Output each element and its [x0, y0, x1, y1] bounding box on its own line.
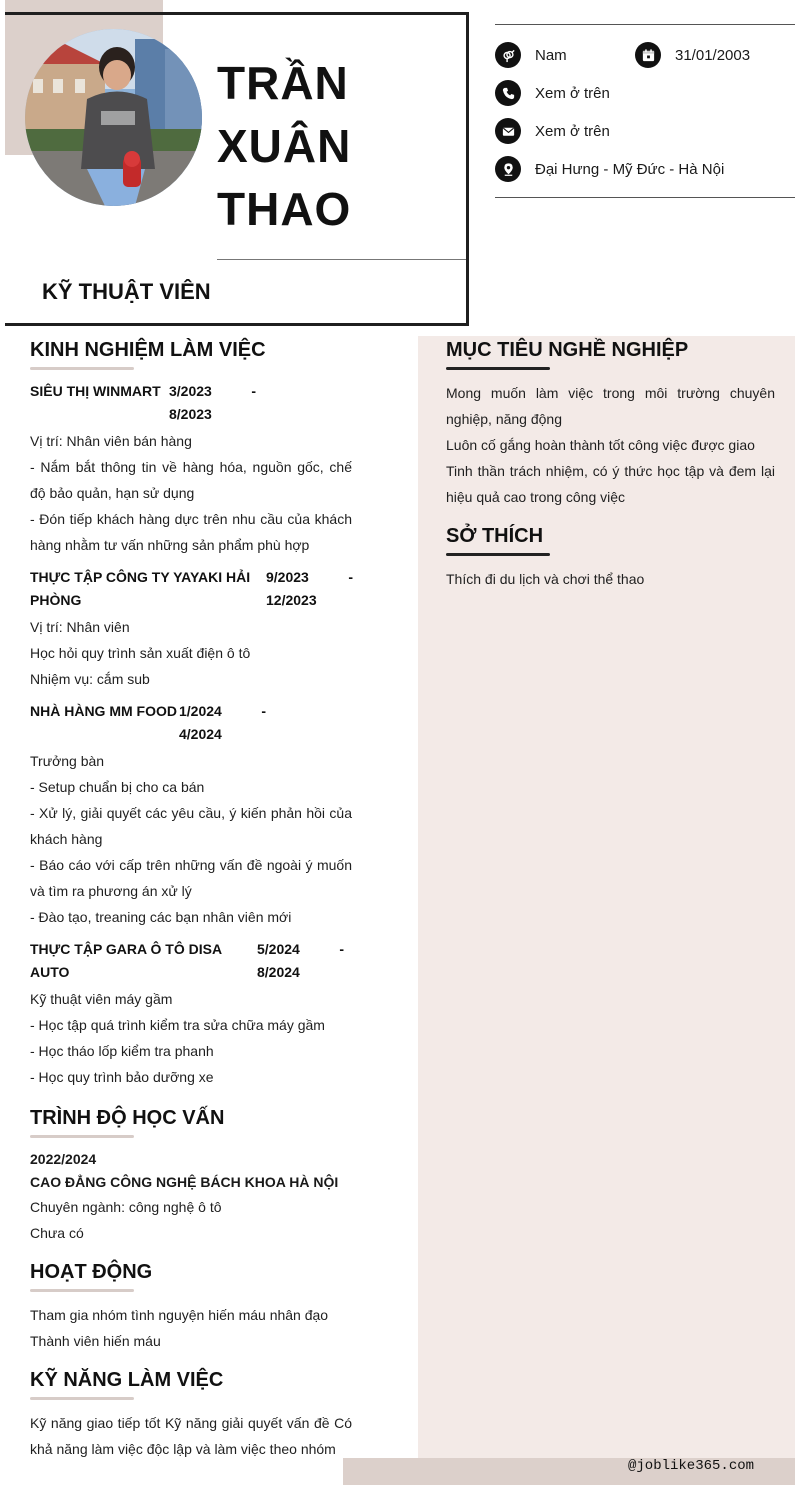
education-school: CAO ĐẲNG CÔNG NGHỆ BÁCH KHOA HÀ NỘI: [30, 1174, 339, 1190]
job-end: 4/2024: [179, 726, 222, 742]
contact-gender: [495, 42, 567, 68]
job-item: [30, 938, 352, 1090]
contact-block: [495, 24, 795, 198]
contact-phone-text: Xem ở trên: [535, 84, 610, 102]
job-title: KỸ THUẬT VIÊN: [42, 279, 211, 304]
contact-birthday-text: 31/01/2003: [675, 46, 751, 64]
job-line: - Báo cáo với cấp trên những vấn đề ngoài ý muốn và tìm ra phương án xử lý: [30, 857, 352, 899]
job-line: Kỹ thuật viên máy gầm: [30, 991, 173, 1007]
section-underline: [30, 1135, 134, 1138]
job-end: 8/2023: [169, 406, 212, 422]
email-icon: [495, 118, 521, 144]
job-line: Vị trí: Nhân viên bán hàng: [30, 433, 192, 449]
job-line: - Đón tiếp khách hàng dực trên nhu cầu của khách hàng nhằm tư vấn những sản phẩm phù hợp: [30, 511, 352, 553]
job-start: 9/2023: [266, 569, 309, 585]
education-title: TRÌNH ĐỘ HỌC VẤN: [30, 1107, 225, 1129]
hobbies-title: SỞ THÍCH: [446, 525, 544, 547]
job-line: Vị trí: Nhân viên: [30, 619, 130, 635]
job-company: NHÀ HÀNG MM FOOD: [30, 703, 177, 719]
job-company: SIÊU THỊ WINMART: [30, 383, 161, 399]
education-major: Chuyên ngành: công nghệ ô tô: [30, 1199, 222, 1215]
job-dates: [169, 380, 256, 426]
right-column: [446, 336, 775, 592]
phone-icon: [495, 80, 521, 106]
contact-birthday: [635, 42, 750, 68]
job-start: 3/2023: [169, 383, 212, 399]
calendar-icon: [635, 42, 661, 68]
avatar: [25, 29, 202, 206]
job-dash: -: [251, 383, 256, 399]
gender-icon: [495, 42, 521, 68]
name-divider: [217, 259, 466, 260]
job-item: [30, 380, 352, 558]
section-underline: [30, 1397, 134, 1400]
contact-email-text: Xem ở trên: [535, 122, 610, 140]
job-dates: [179, 700, 266, 746]
job-dates: [266, 566, 353, 612]
job-item: [30, 566, 352, 692]
education-year: 2022/2024: [30, 1151, 97, 1167]
job-line: Nhiệm vụ: cắm sub: [30, 671, 150, 687]
activities-section: [30, 1258, 352, 1354]
job-line: Học hỏi quy trình sản xuất điện ô tô: [30, 645, 251, 661]
avatar-photo: [25, 29, 202, 206]
job-start: 5/2024: [257, 941, 300, 957]
job-start: 1/2024: [179, 703, 222, 719]
job-line: - Xử lý, giải quyết các yêu cầu, ý kiến phản hồi của khách hàng: [30, 805, 352, 847]
education-section: [30, 1104, 352, 1246]
job-line: - Học tháo lốp kiểm tra phanh: [30, 1043, 214, 1059]
section-underline: [30, 1289, 134, 1292]
job-dash: -: [348, 569, 353, 585]
job-item: [30, 700, 352, 930]
location-icon: [495, 156, 521, 182]
job-company: THỰC TẬP CÔNG TY YAYAKI HẢI PHÒNG: [30, 569, 251, 608]
section-underline: [446, 367, 550, 370]
job-line: - Nắm bắt thông tin về hàng hóa, nguồn gốc, chế độ bảo quản, hạn sử dụng: [30, 459, 352, 501]
job-line: Trưởng bàn: [30, 753, 105, 769]
job-dash: -: [339, 941, 344, 957]
name-line-1: TRẦN: [217, 57, 349, 109]
experience-section: [30, 336, 352, 1090]
skills-text: Kỹ năng giao tiếp tốt Kỹ năng giải quyết vấn đề Có khả năng làm việc độc lập và làm việc theo nhóm: [30, 1415, 352, 1457]
contact-gender-text: Nam: [535, 46, 567, 64]
contact-address: [495, 156, 724, 182]
name-line-3: THAO: [217, 183, 352, 235]
section-underline: [30, 367, 134, 370]
contact-address-text: Đại Hưng - Mỹ Đức - Hà Nội: [535, 160, 725, 178]
job-line: - Học tập quá trình kiểm tra sửa chữa máy gầm: [30, 1017, 325, 1033]
full-name: [217, 52, 351, 241]
objective-section: [446, 336, 775, 510]
objective-title: MỤC TIÊU NGHỀ NGHIỆP: [446, 339, 689, 361]
left-column: [30, 336, 352, 1462]
activities-title: HOẠT ĐỘNG: [30, 1261, 153, 1283]
job-end: 12/2023: [266, 592, 317, 608]
job-line: - Setup chuẩn bị cho ca bán: [30, 779, 205, 795]
hobbies-text: Thích đi du lịch và chơi thể thao: [446, 571, 645, 587]
activity-line: Tham gia nhóm tình nguyện hiến máu nhân đạo: [30, 1307, 329, 1323]
job-line: - Học quy trình bảo dưỡng xe: [30, 1069, 214, 1085]
footer-watermark: @joblike365.com: [628, 1458, 755, 1474]
objective-line: Mong muốn làm việc trong môi trường chuyên nghiệp, năng động: [446, 385, 775, 427]
activity-line: Thành viên hiến máu: [30, 1333, 161, 1349]
skills-title: KỸ NĂNG LÀM VIỆC: [30, 1369, 224, 1391]
job-company: THỰC TẬP GARA Ô TÔ DISA AUTO: [30, 941, 222, 980]
hobbies-section: [446, 522, 775, 592]
objective-line: Tinh thần trách nhiệm, có ý thức học tập và đem lại hiệu quả cao trong công việc: [446, 463, 775, 505]
contact-email: [495, 118, 610, 144]
name-line-2: XUÂN: [217, 120, 352, 172]
education-note: Chưa có: [30, 1225, 84, 1241]
job-end: 8/2024: [257, 964, 300, 980]
job-dash: -: [261, 703, 266, 719]
skills-section: [30, 1366, 352, 1462]
objective-line: Luôn cố gắng hoàn thành tốt công việc được giao: [446, 437, 755, 453]
contact-phone: [495, 80, 610, 106]
section-underline: [446, 553, 550, 556]
job-dates: [257, 938, 344, 984]
experience-title: KINH NGHIỆM LÀM VIỆC: [30, 339, 266, 361]
job-line: - Đào tạo, treaning các bạn nhân viên mới: [30, 909, 292, 925]
